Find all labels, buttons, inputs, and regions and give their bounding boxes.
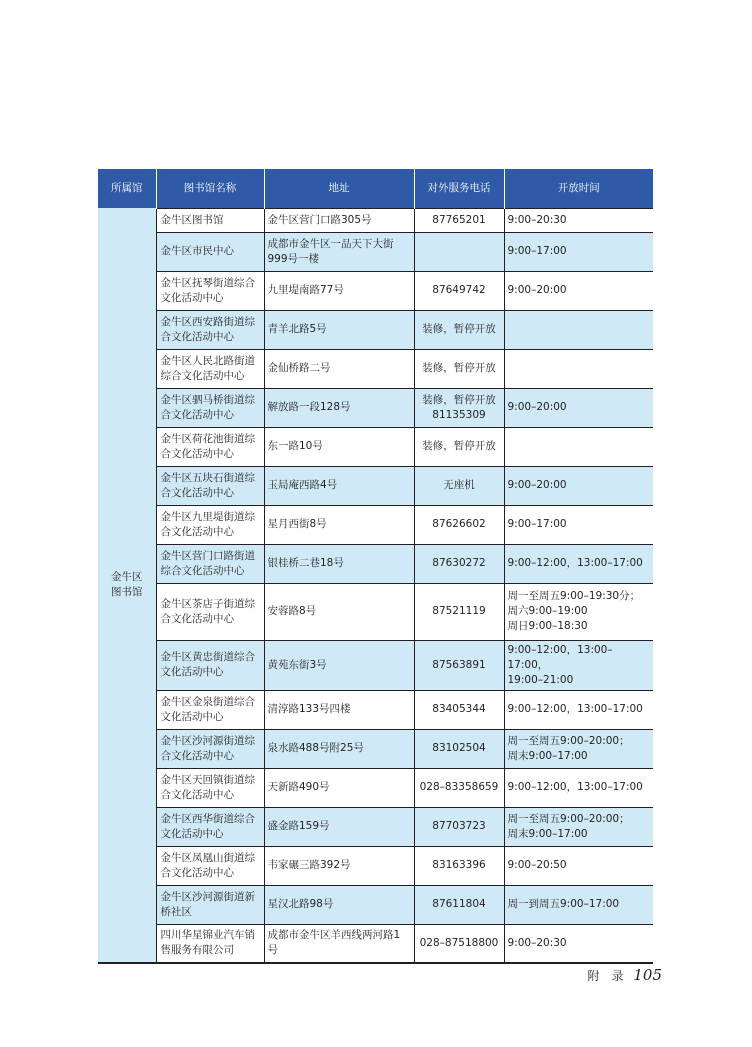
hours-cell	[504, 427, 653, 466]
hours-cell: 9:00–12:00，13:00–17:00， 19:00–21:00	[504, 640, 653, 690]
hours-cell: 9:00–20:00	[504, 466, 653, 505]
page-footer	[588, 966, 662, 984]
hours-cell: 9:00–12:00，13:00–17:00	[504, 544, 653, 583]
library-name-cell: 金牛区西华街道综合文化活动中心	[156, 807, 264, 846]
phone-cell: 无座机	[414, 466, 504, 505]
hours-cell: 周一至周五9:00–20:00； 周末9:00–17:00	[504, 807, 653, 846]
library-name-cell: 金牛区凤凰山街道综合文化活动中心	[156, 846, 264, 885]
library-name-cell: 金牛区沙河源街道综合文化活动中心	[156, 729, 264, 768]
table-row	[98, 505, 653, 544]
library-name-cell: 金牛区市民中心	[156, 232, 264, 271]
hours-cell	[504, 310, 653, 349]
column-header: 开放时间	[504, 169, 653, 208]
address-cell: 盛金路159号	[264, 807, 414, 846]
hours-cell: 周一到周五9:00–17:00	[504, 885, 653, 924]
table-row	[98, 924, 653, 963]
hours-cell: 9:00–17:00	[504, 505, 653, 544]
address-cell: 成都市金牛区一品天下大街999号一楼	[264, 232, 414, 271]
footer-section-label: 附 录	[587, 969, 624, 983]
table-row	[98, 427, 653, 466]
phone-cell: 83102504	[414, 729, 504, 768]
library-name-cell: 金牛区抚琴街道综合文化活动中心	[156, 271, 264, 310]
hours-cell	[504, 349, 653, 388]
phone-cell: 028–87518800	[414, 924, 504, 963]
phone-cell: 83163396	[414, 846, 504, 885]
library-name-cell: 四川华星锦业汽车销售服务有限公司	[156, 924, 264, 963]
table-row	[98, 544, 653, 583]
address-cell: 泉水路488号附25号	[264, 729, 414, 768]
phone-cell: 87649742	[414, 271, 504, 310]
hours-cell: 9:00–20:00	[504, 271, 653, 310]
library-name-cell: 金牛区西安路街道综合文化活动中心	[156, 310, 264, 349]
address-cell: 星汉北路98号	[264, 885, 414, 924]
address-cell: 安蓉路8号	[264, 583, 414, 640]
table-row	[98, 388, 653, 427]
address-cell: 解放路一段128号	[264, 388, 414, 427]
address-cell: 银桂桥二巷18号	[264, 544, 414, 583]
phone-cell: 87765201	[414, 208, 504, 232]
address-cell: 成都市金牛区羊西线两河路1号	[264, 924, 414, 963]
phone-cell: 87563891	[414, 640, 504, 690]
table-row	[98, 349, 653, 388]
phone-cell: 装修，暂停开放	[414, 427, 504, 466]
table-row	[98, 208, 653, 232]
library-name-cell: 金牛区九里堤街道综合文化活动中心	[156, 505, 264, 544]
table-row	[98, 690, 653, 729]
column-header: 地址	[264, 169, 414, 208]
library-name-cell: 金牛区沙河源街道新桥社区	[156, 885, 264, 924]
hours-cell: 9:00–12:00，13:00–17:00	[504, 690, 653, 729]
address-cell: 金牛区营门口路305号	[264, 208, 414, 232]
library-name-cell: 金牛区五块石街道综合文化活动中心	[156, 466, 264, 505]
table-row	[98, 310, 653, 349]
phone-cell: 028–83358659	[414, 768, 504, 807]
page-number: 105	[633, 966, 662, 984]
address-cell: 九里堤南路77号	[264, 271, 414, 310]
table-row	[98, 885, 653, 924]
library-name-cell: 金牛区黄忠街道综合文化活动中心	[156, 640, 264, 690]
library-table	[98, 169, 653, 964]
phone-cell: 87626602	[414, 505, 504, 544]
address-cell: 东一路10号	[264, 427, 414, 466]
phone-cell: 87521119	[414, 583, 504, 640]
column-header: 对外服务电话	[414, 169, 504, 208]
hours-cell: 9:00–12:00，13:00–17:00	[504, 768, 653, 807]
table-header-row	[98, 169, 653, 208]
address-cell: 星月西街8号	[264, 505, 414, 544]
hours-cell: 9:00–20:00	[504, 388, 653, 427]
column-header: 图书馆名称	[156, 169, 264, 208]
group-label-cell: 金牛区 图书馆	[98, 208, 156, 963]
table-row	[98, 232, 653, 271]
hours-cell: 9:00–17:00	[504, 232, 653, 271]
library-name-cell: 金牛区驷马桥街道综合文化活动中心	[156, 388, 264, 427]
library-name-cell: 金牛区营门口路街道综合文化活动中心	[156, 544, 264, 583]
column-header: 所属馆	[98, 169, 156, 208]
hours-cell: 9:00–20:30	[504, 208, 653, 232]
hours-cell: 9:00–20:30	[504, 924, 653, 963]
table-row	[98, 807, 653, 846]
table-row	[98, 768, 653, 807]
table-row	[98, 640, 653, 690]
phone-cell: 装修，暂停开放	[414, 310, 504, 349]
phone-cell	[414, 232, 504, 271]
address-cell: 金仙桥路二号	[264, 349, 414, 388]
address-cell: 青羊北路5号	[264, 310, 414, 349]
phone-cell: 装修，暂停开放 81135309	[414, 388, 504, 427]
phone-cell: 装修，暂停开放	[414, 349, 504, 388]
address-cell: 清淳路133号四楼	[264, 690, 414, 729]
library-name-cell: 金牛区荷花池街道综合文化活动中心	[156, 427, 264, 466]
hours-cell: 周一至周五9:00–19:30分； 周六9:00–19:00 周日9:00–18:30	[504, 583, 653, 640]
address-cell: 天新路490号	[264, 768, 414, 807]
address-cell: 黄苑东街3号	[264, 640, 414, 690]
phone-cell: 87703723	[414, 807, 504, 846]
table-row	[98, 271, 653, 310]
phone-cell: 87630272	[414, 544, 504, 583]
phone-cell: 87611804	[414, 885, 504, 924]
address-cell: 玉局庵西路4号	[264, 466, 414, 505]
library-name-cell: 金牛区茶店子街道综合文化活动中心	[156, 583, 264, 640]
table-row	[98, 466, 653, 505]
phone-cell: 83405344	[414, 690, 504, 729]
library-name-cell: 金牛区人民北路街道综合文化活动中心	[156, 349, 264, 388]
address-cell: 韦家碾三路392号	[264, 846, 414, 885]
library-name-cell: 金牛区天回镇街道综合文化活动中心	[156, 768, 264, 807]
library-name-cell: 金牛区图书馆	[156, 208, 264, 232]
table-row	[98, 729, 653, 768]
table-row	[98, 583, 653, 640]
hours-cell: 周一至周五9:00–20:00； 周末9:00–17:00	[504, 729, 653, 768]
table-row	[98, 846, 653, 885]
hours-cell: 9:00–20:50	[504, 846, 653, 885]
library-name-cell: 金牛区金泉街道综合文化活动中心	[156, 690, 264, 729]
